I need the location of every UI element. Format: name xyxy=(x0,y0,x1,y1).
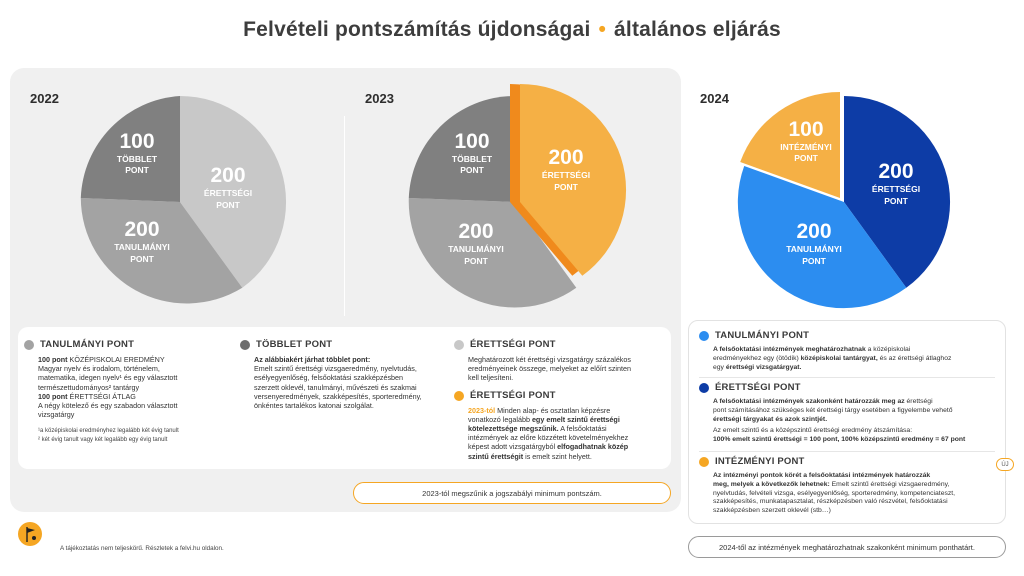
pie-2023-erettsegi-label1: ÉRETTSÉGI xyxy=(541,170,591,180)
pie-2024-intezmenyi-value: 100 xyxy=(788,118,824,141)
legend-col-erettsegi xyxy=(454,340,664,461)
footnote-2: ² két évig tanult vagy két legalább egy évig tanult xyxy=(38,437,168,444)
legend-card-2024 xyxy=(688,320,1006,524)
title-sub: általános eljárás xyxy=(614,18,781,41)
year-2023-label: 2023 xyxy=(365,91,394,106)
text: érettségi tárgyakat és azok szintjét. xyxy=(713,415,828,423)
text: is emelt szint helyett. xyxy=(523,451,592,461)
text: természettudományos² tantárgy xyxy=(38,382,140,392)
text: 100 pont xyxy=(38,355,68,364)
text: A felsőoktatási xyxy=(558,424,607,434)
text: vonatkozó legalább xyxy=(468,414,532,424)
pie-2023-tanulmanyi-label1: TANULMÁNYI xyxy=(448,244,504,254)
text: 100% emelt szintű érettségi = 100 pont, 100% középszintű eredmény = 67 pont xyxy=(713,436,966,444)
pie-2023-tanulmanyi-value: 200 xyxy=(458,220,494,243)
legend-2024-tanulmanyi-heading: TANULMÁNYI PONT xyxy=(715,329,810,341)
footnote-1: ¹a középiskolai eredményhez legalább két évig tanult xyxy=(38,428,179,435)
pie-2023-tobblet-value: 100 xyxy=(454,130,490,153)
text: elfogadhatnak közép xyxy=(557,442,629,452)
pie-2022-erettsegi-value: 200 xyxy=(210,164,246,187)
note-2023-pill: 2023-tól megszűnik a jogszabályi minimum pontszám. xyxy=(353,482,671,504)
text: Minden alap- és osztatlan képzésre xyxy=(495,405,611,415)
year-2022-label: 2022 xyxy=(30,91,59,106)
pie-2022-erettsegi-label1: ÉRETTSÉGI xyxy=(203,188,253,198)
text: 100 pont xyxy=(38,391,68,401)
text: szerzett oklevél, tanulmányi, művészeti és szakmai xyxy=(254,382,417,392)
text: szakképesítés, munkatapasztalat, részképzésben való részvétel, felsőoktatási xyxy=(713,498,948,506)
text: önkéntes tartalékos katonai szolgálat. xyxy=(254,401,374,411)
pie-2022-tobblet-value: 100 xyxy=(119,130,155,153)
legend-col-tobblet xyxy=(240,340,450,410)
page-title xyxy=(0,18,1024,42)
text: Az emelt szintű és a középszintű érettségi eredmény átszámítása: xyxy=(713,427,913,435)
bullet-orange-icon xyxy=(454,391,464,401)
divider xyxy=(699,377,995,378)
text: kell teljesíteni. xyxy=(468,373,514,383)
text: eredményeinek összege, melyeket az előírt szinten xyxy=(468,364,631,374)
text: középiskolai tantárgyat, xyxy=(800,354,878,362)
text: 2023-tól xyxy=(468,405,496,415)
legend-erettsegi-heading: ÉRETTSÉGI PONT xyxy=(470,339,556,351)
pie-2022-tanulmanyi-label1: TANULMÁNYI xyxy=(114,242,170,252)
year-divider xyxy=(344,116,345,316)
legend-card-2022-2023 xyxy=(18,327,671,469)
year-2024-label: 2024 xyxy=(700,91,729,106)
title-separator: • xyxy=(598,18,607,41)
pie-2024-erettsegi-value: 200 xyxy=(878,160,914,183)
legend-2024-intezmenyi-heading: INTÉZMÉNYI PONT xyxy=(715,455,805,467)
text: Az alábbiakért járhat többlet pont: xyxy=(254,355,371,364)
text: matematika, idegen nyelv¹ és egy választott xyxy=(38,373,178,383)
text: versenyeredmények, szakképesítés, sporteredmény, xyxy=(254,391,422,401)
text: a középiskolai xyxy=(865,346,911,353)
legend-2024-erettsegi-heading: ÉRETTSÉGI PONT xyxy=(715,381,801,393)
pie-2023-tobblet-label1: TÖBBLET xyxy=(451,154,493,164)
text: egy xyxy=(713,363,726,371)
text: pont számításához szükséges két érettségi tárgy esetében a figyelembe vehető xyxy=(713,406,953,414)
pie-2023-tanulmanyi-label2: PONT xyxy=(464,256,488,266)
bullet-darkgray-icon xyxy=(240,340,250,350)
text: Meghatározott két érettségi vizsgatárgy százalékos xyxy=(468,355,631,364)
footer-note: A tájékoztatás nem teljeskörű. Részletek a felvi.hu oldalon. xyxy=(60,545,224,552)
pie-2024-tanulmanyi-label2: PONT xyxy=(802,256,826,266)
text: kötelezettsége megszűnik. xyxy=(468,424,559,434)
text: Emelt szintű érettségi vizsgaeredmény, xyxy=(829,480,950,488)
text: Az intézményi pontok körét a felsőoktatási intézmények határozzák xyxy=(713,472,931,479)
text: Magyar nyelv és irodalom, történelem, xyxy=(38,364,160,374)
pie-2023-erettsegi-value: 200 xyxy=(548,146,584,169)
pie-2022-erettsegi-label2: PONT xyxy=(216,200,240,210)
text: és az érettségi átlaghoz xyxy=(877,354,952,362)
legend-2024-erettsegi xyxy=(699,383,997,445)
legend-2024-intezmenyi xyxy=(699,457,997,516)
bullet-gray-icon xyxy=(24,340,34,350)
text: érettségi xyxy=(904,398,933,405)
pie-2024-erettsegi-label1: ÉRETTSÉGI xyxy=(871,184,921,194)
pie-2024-intezmenyi-label2: PONT xyxy=(794,153,818,163)
text: intézmények az előre közzétett követelményekhez xyxy=(468,433,629,443)
text: érettségi vizsgatárgyat. xyxy=(725,363,802,371)
pie-2022-tobblet-label1: TÖBBLET xyxy=(116,154,158,164)
legend-tanulmanyi-heading: TANULMÁNYI PONT xyxy=(40,339,135,351)
pie-2022-tanulmanyi-label2: PONT xyxy=(130,254,154,264)
text: A felsőoktatási intézmények szakonként határozzák meg az xyxy=(713,398,905,405)
pie-2023 xyxy=(408,96,630,308)
text: ÉRETTSÉGI ÁTLAG xyxy=(67,391,136,401)
pie-2023-tobblet-label2: PONT xyxy=(460,165,484,175)
pie-2024 xyxy=(738,96,950,308)
legend-erettsegi-2023-heading: ÉRETTSÉGI PONT xyxy=(470,390,556,401)
pie-2024-intezmenyi-label1: INTÉZMÉNYI xyxy=(780,142,832,152)
text: KÖZÉPISKOLAI EREDMÉNY xyxy=(67,355,165,364)
pie-2022 xyxy=(80,96,288,308)
text: esélyegyenlőség, felsőoktatási szakképzésben xyxy=(254,373,404,383)
note-2024-pill: 2024-től az intézmények meghatározhatnak szakonként minimum ponthatárt. xyxy=(688,536,1006,558)
text: vizsgatárgy xyxy=(38,410,75,420)
text: képest adott vizsgatárgyból xyxy=(468,442,558,452)
text: nyelvtudás, felvételi vizsga, esélyegyenlőség, sporteredmény, kompetenciateszt, xyxy=(713,489,956,497)
pie-2023-erettsegi-label2: PONT xyxy=(554,182,578,192)
bullet-orange-icon xyxy=(699,457,709,467)
pie-2024-tanulmanyi-label1: TANULMÁNYI xyxy=(786,244,842,254)
pie-2024-erettsegi-label2: PONT xyxy=(884,196,908,206)
divider xyxy=(699,451,995,452)
text: meg, melyek a következők lehetnek: xyxy=(713,480,830,488)
bullet-lightgray-icon xyxy=(454,340,464,350)
pie-2022-tobblet-label2: PONT xyxy=(125,165,149,175)
text: egy emelt szintű érettségi xyxy=(531,414,620,424)
pie-2024-tanulmanyi-value: 200 xyxy=(796,220,832,243)
bullet-blue-icon xyxy=(699,331,709,341)
pie-2022-tanulmanyi-value: 200 xyxy=(124,218,160,241)
text: eredményekhez egy (ötödik) xyxy=(713,354,801,362)
text: A négy kötelező és egy szabadon választott xyxy=(38,401,178,411)
text: Emelt szintű érettségi vizsgaeredmény, nyelvtudás, xyxy=(254,364,417,374)
legend-col-tanulmanyi xyxy=(24,340,229,445)
legend-tobblet-heading: TÖBBLET PONT xyxy=(256,339,333,351)
text: A felsőoktatási intézmények meghatározhatnak xyxy=(713,346,866,353)
text: szintű érettségit xyxy=(468,451,524,461)
legend-2024-tanulmanyi xyxy=(699,331,997,372)
bullet-darkblue-icon xyxy=(699,383,709,393)
new-badge: ÚJ xyxy=(996,458,1014,471)
felvi-logo-icon[interactable] xyxy=(18,522,42,546)
title-main: Felvételi pontszámítás újdonságai xyxy=(243,18,591,41)
text: szakképzésben szerzett oklevél (stb…) xyxy=(713,507,831,515)
